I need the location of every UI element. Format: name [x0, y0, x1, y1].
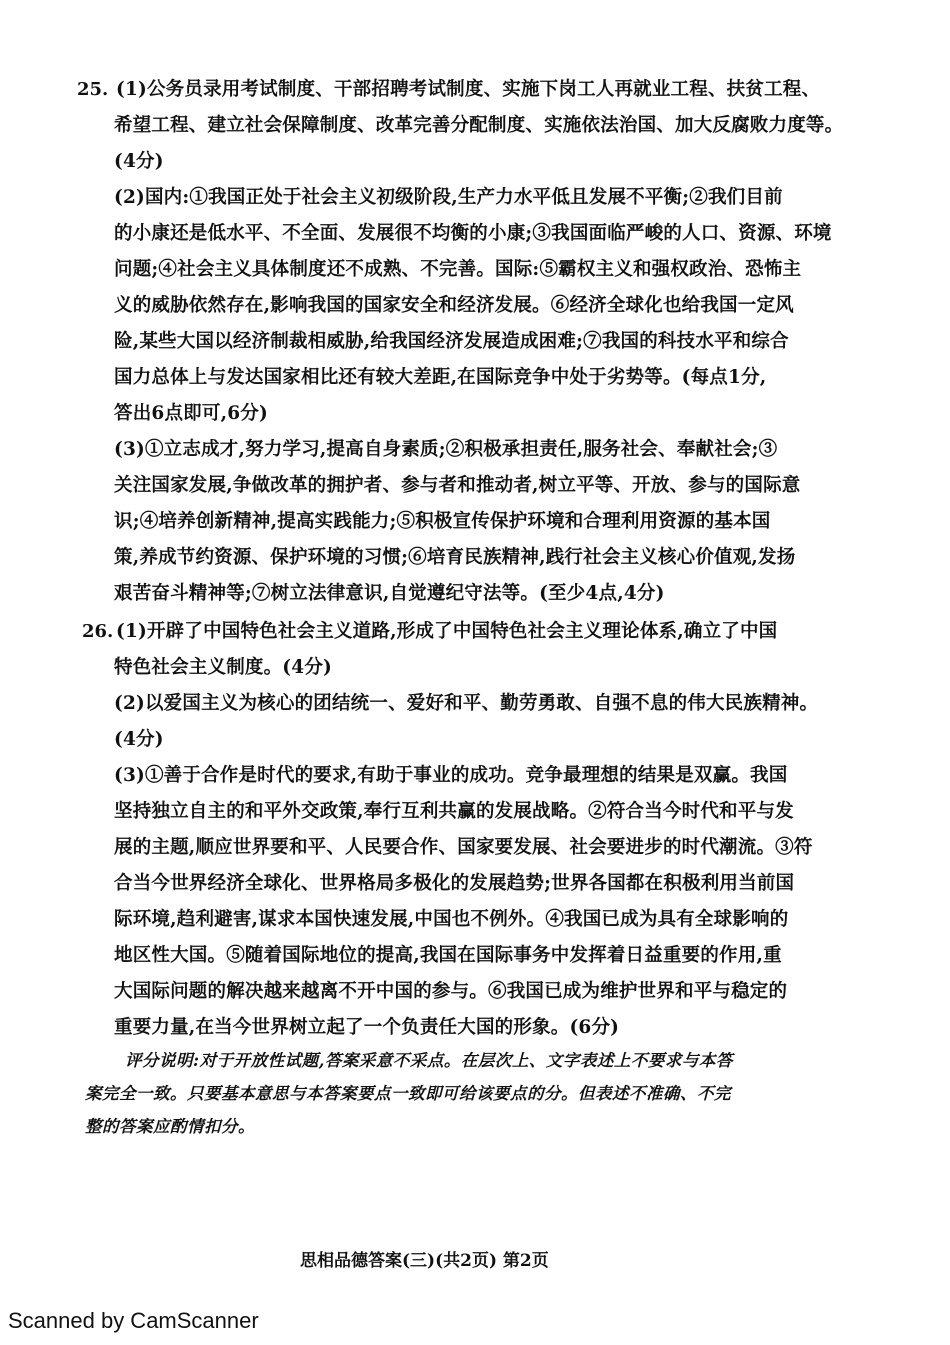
answer-line: 识;④培养创新精神,提高实践能力;⑤积极宣传保护环境和合理利用资源的基本国 — [114, 511, 771, 532]
scanner-watermark: Scanned by CamScanner — [8, 1308, 259, 1333]
answer-line: (3)①善于合作是时代的要求,有助于事业的成功。竞争最理想的结果是双赢。我国 — [114, 765, 788, 786]
answer-line: 问题;④社会主义具体制度还不成熟、不完善。国际:⑤霸权主义和强权政治、恐怖主 — [114, 259, 802, 280]
answer-line: 的小康还是低水平、不全面、发展很不均衡的小康;③我国面临严峻的人口、资源、环境 — [114, 223, 832, 244]
answer-line: 艰苦奋斗精神等;⑦树立法律意识,自觉遵纪守法等。(至少4点,4分) — [114, 583, 665, 604]
answer-line: 重要力量,在当今世界树立起了一个负责任大国的形象。(6分) — [114, 1017, 620, 1038]
answer-line: 险,某些大国以经济制裁相威胁,给我国经济发展造成困难;⑦我国的科技水平和综合 — [114, 331, 789, 352]
answer-line: (1)公务员录用考试制度、干部招聘考试制度、实施下岗工人再就业工程、扶贫工程、 — [116, 79, 821, 100]
answer-line: 坚持独立自主的和平外交政策,奉行互利共赢的发展战略。②符合当今时代和平与发 — [114, 801, 794, 822]
answer-line: (2)以爱国主义为核心的团结统一、爱好和平、勤劳勇敢、自强不息的伟大民族精神。 — [114, 693, 819, 714]
answer-line: (4分) — [114, 729, 164, 750]
question-number: 26. — [82, 621, 114, 642]
grading-note-line: 评分说明:对于开放性试题,答案采意不采点。在层次上、文字表述上不要求与本答 — [125, 1051, 733, 1070]
answer-line: 希望工程、建立社会保障制度、改革完善分配制度、实施依法治国、加大反腐败力度等。 — [114, 115, 844, 136]
answer-line: (1)开辟了中国特色社会主义道路,形成了中国特色社会主义理论体系,确立了中国 — [116, 621, 778, 642]
question-number: 25. — [77, 79, 109, 100]
answer-line: 际环境,趋利避害,谋求本国快速发展,中国也不例外。④我国已成为具有全球影响的 — [114, 909, 789, 930]
answer-line: 特色社会主义制度。(4分) — [114, 657, 332, 678]
grading-note-line: 案完全一致。只要基本意思与本答案要点一致即可给该要点的分。但表述不准确、不完 — [85, 1084, 731, 1103]
answer-line: (3)①立志成才,努力学习,提高自身素质;②积极承担责任,服务社会、奉献社会;③ — [114, 439, 778, 460]
question-26 — [80, 614, 880, 1046]
answer-line: 合当今世界经济全球化、世界格局多极化的发展趋势;世界各国都在积极利用当前国 — [114, 873, 795, 894]
page-footer: 思相品德答案(三)(共2页) 第2页 — [300, 1251, 549, 1271]
answer-line: 义的威胁依然存在,影响我国的国家安全和经济发展。⑥经济全球化也给我国一定风 — [114, 295, 794, 316]
grading-note-line: 整的答案应酌情扣分。 — [85, 1117, 255, 1136]
grading-note — [85, 1044, 875, 1143]
answer-line: 大国际问题的解决越来越离不开中国的参与。⑥我国已成为维护世界和平与稳定的 — [114, 981, 788, 1002]
answer-line: 地区性大国。⑤随着国际地位的提高,我国在国际事务中发挥着日益重要的作用,重 — [114, 945, 782, 966]
answer-line: (4分) — [114, 151, 164, 172]
answer-line: 策,养成节约资源、保护环境的习惯;⑥培育民族精神,践行社会主义核心价值观,发扬 — [114, 547, 796, 568]
answer-line: 国力总体上与发达国家相比还有较大差距,在国际竞争中处于劣势等。(每点1分, — [114, 367, 767, 388]
answer-line: 答出6点即可,6分) — [114, 403, 268, 424]
answer-line: (2)国内:①我国正处于社会主义初级阶段,生产力水平低且发展不平衡;②我们目前 — [114, 187, 783, 208]
answer-line: 关注国家发展,争做改革的拥护者、参与者和推动者,树立平等、开放、参与的国际意 — [114, 475, 801, 496]
question-25 — [77, 72, 880, 612]
answer-line: 展的主题,顺应世界要和平、人民要合作、国家要发展、社会要进步的时代潮流。③符 — [114, 837, 813, 858]
